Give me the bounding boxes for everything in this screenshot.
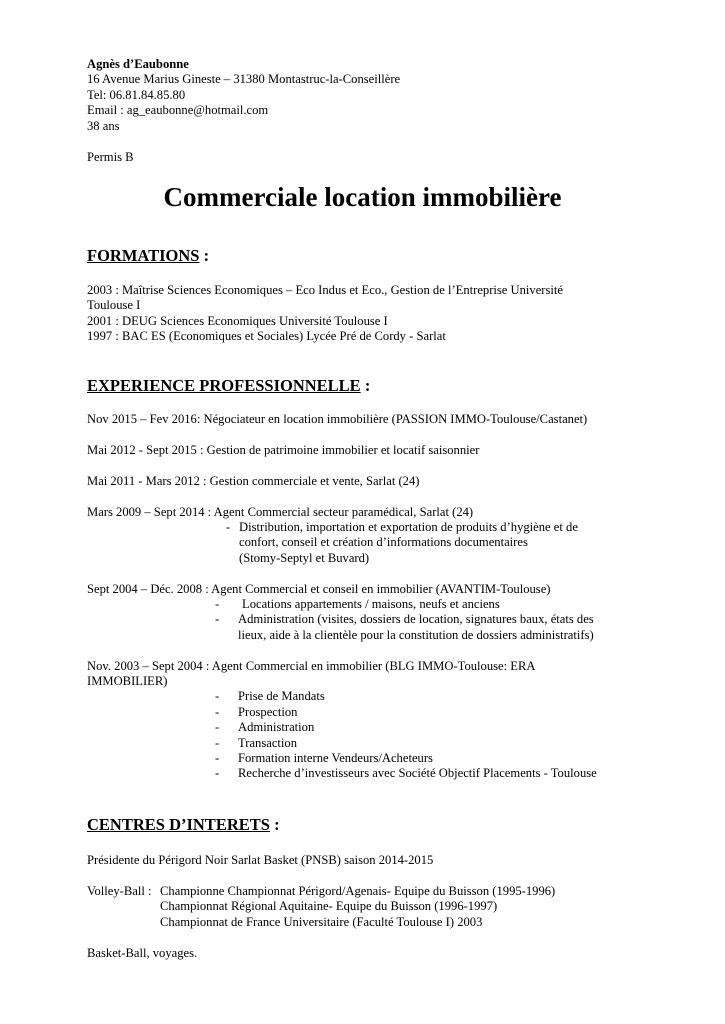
document-title: Commerciale location immobilière <box>163 182 562 212</box>
job-line: Nov 2015 – Fev 2016: Négociateur en location immobilière (PASSION IMMO-Toulouse/Castanet) <box>87 412 588 426</box>
job-bullet: Prise de Mandats <box>238 689 325 703</box>
bullet-dash: - <box>215 751 220 765</box>
interest-volley-line: Championnat de France Universitaire (Faculté Toulouse I) 2003 <box>160 915 483 929</box>
bullet-dash: - <box>215 612 220 626</box>
job-line: Mars 2009 – Sept 2014 : Agent Commercial secteur paramédical, Sarlat (24) <box>87 505 474 519</box>
formations-heading <box>87 246 209 266</box>
interests-heading <box>87 815 280 835</box>
job-bullet: Locations appartements / maisons, neufs et anciens <box>242 597 500 611</box>
bullet-dash: - <box>215 597 220 611</box>
contact-address: 16 Avenue Marius Gineste – 31380 Montastruc-la-Conseillère <box>87 72 401 86</box>
bullet-dash: - <box>215 689 220 703</box>
formation-item: 2001 : DEUG Sciences Economiques Université Toulouse I <box>87 314 388 328</box>
experience-heading-suffix: : <box>360 376 371 395</box>
formations-heading-suffix: : <box>199 246 210 265</box>
experience-heading <box>87 376 370 396</box>
job-bullet: Administration (visites, dossiers de location, signatures baux, états des <box>238 612 594 626</box>
interest-pnsb: Présidente du Périgord Noir Sarlat Basket (PNSB) saison 2014-2015 <box>87 853 434 867</box>
contact-email: Email : ag_eaubonne@hotmail.com <box>87 103 269 117</box>
job-bullet: Formation interne Vendeurs/Acheteurs <box>238 751 433 765</box>
contact-name: Agnès d’Eaubonne <box>87 57 189 71</box>
job-bullet: lieux, aide à la clientèle pour la constitution de dossiers administratifs) <box>238 628 594 642</box>
bullet-dash: - <box>226 520 231 534</box>
job-bullet: (Stomy-Septyl et Buvard) <box>239 551 370 565</box>
interest-volley-line: Championnat Régional Aquitaine- Equipe du Buisson (1996-1997) <box>160 899 498 913</box>
interest-volley-label: Volley-Ball : <box>87 884 152 898</box>
job-line: IMMOBILIER) <box>87 674 168 688</box>
experience-heading-text: EXPERIENCE PROFESSIONNELLE <box>87 376 361 395</box>
formations-heading-text: FORMATIONS <box>87 246 200 265</box>
bullet-dash: - <box>215 705 220 719</box>
job-line: Mai 2011 - Mars 2012 : Gestion commerciale et vente, Sarlat (24) <box>87 474 420 488</box>
job-bullet: Prospection <box>238 705 298 719</box>
contact-license: Permis B <box>87 150 134 164</box>
job-bullet: Distribution, importation et exportation de produits d’hygiène et de <box>239 520 578 534</box>
job-bullet: Transaction <box>238 736 298 750</box>
contact-phone: Tel: 06.81.84.85.80 <box>87 88 186 102</box>
interests-heading-suffix: : <box>269 815 280 834</box>
contact-age: 38 ans <box>87 119 120 133</box>
job-line: Sept 2004 – Déc. 2008 : Agent Commercial et conseil en immobilier (AVANTIM-Toulouse) <box>87 582 551 596</box>
bullet-dash: - <box>215 720 220 734</box>
job-bullet: confort, conseil et création d’informations documentaires <box>239 535 528 549</box>
interest-volley-line: Championne Championnat Périgord/Agenais- Equipe du Buisson (1995-1996) <box>160 884 556 898</box>
job-line: Mai 2012 - Sept 2015 : Gestion de patrimoine immobilier et locatif saisonnier <box>87 443 480 457</box>
formation-item: 1997 : BAC ES (Economiques et Sociales) Lycée Pré de Cordy - Sarlat <box>87 329 446 343</box>
bullet-dash: - <box>215 766 220 780</box>
formation-item: 2003 : Maîtrise Sciences Economiques – Eco Indus et Eco., Gestion de l’Entreprise Université <box>87 283 563 297</box>
job-bullet: Administration <box>238 720 315 734</box>
interest-other: Basket-Ball, voyages. <box>87 946 198 960</box>
job-line: Nov. 2003 – Sept 2004 : Agent Commercial en immobilier (BLG IMMO-Toulouse: ERA <box>87 659 536 673</box>
formation-item: Toulouse I <box>87 298 141 312</box>
bullet-dash: - <box>215 736 220 750</box>
interests-heading-text: CENTRES D’INTERETS <box>87 815 270 834</box>
job-bullet: Recherche d’investisseurs avec Société Objectif Placements - Toulouse <box>238 766 597 780</box>
